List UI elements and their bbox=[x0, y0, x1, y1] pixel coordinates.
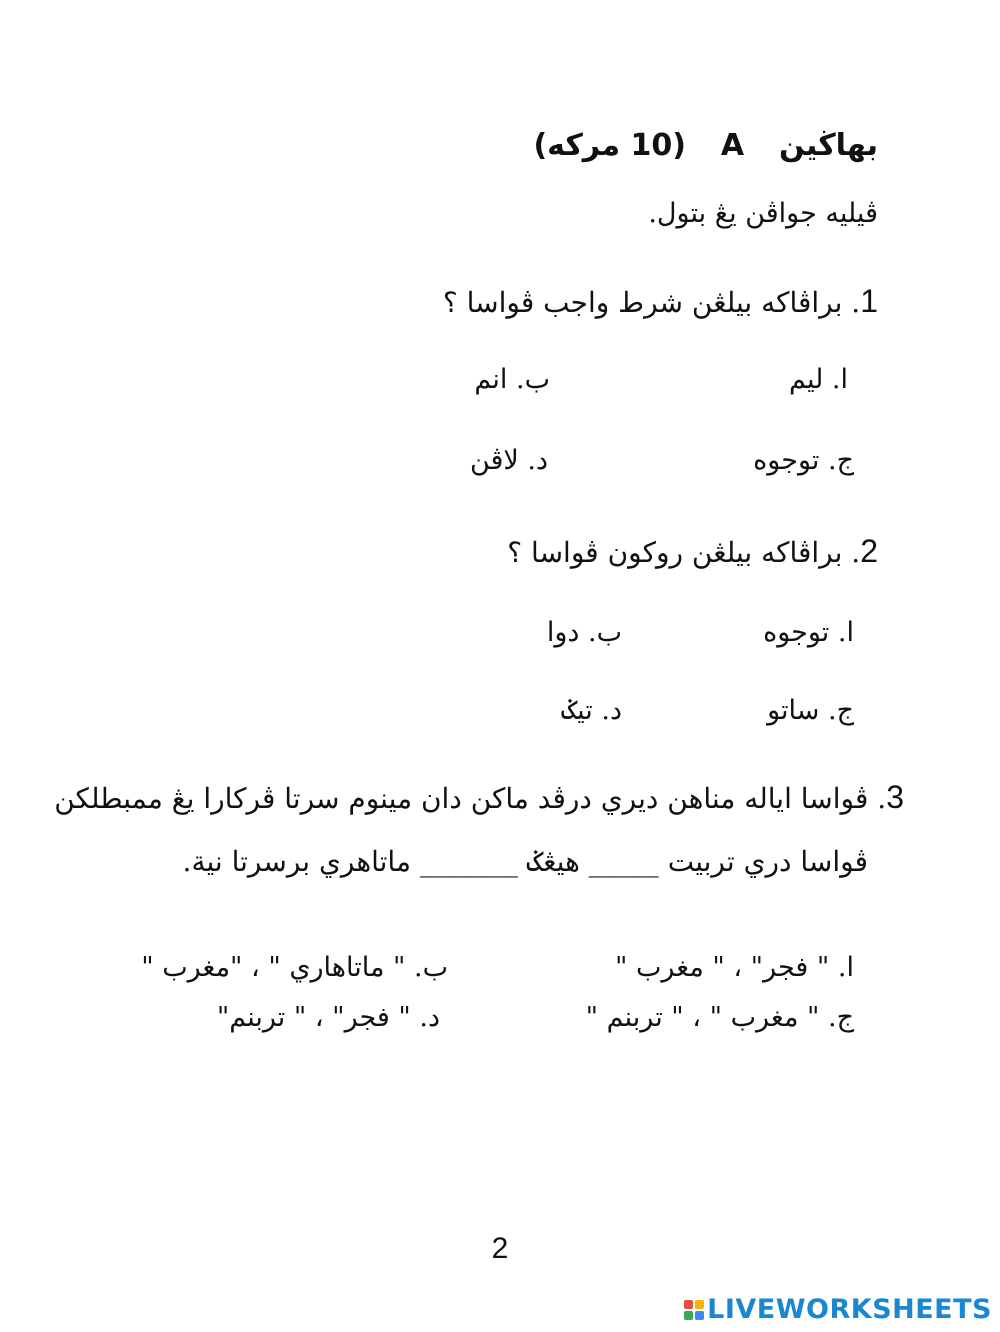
question-1 bbox=[443, 283, 878, 320]
option-c[interactable]: ج. ساتو bbox=[767, 695, 854, 726]
question-text-line-1: . ڤواسا اياله مناهن ديري درڤد ماکن دان مينوم سرتا ڤرکارا يڠ ممبطلکن bbox=[54, 782, 887, 815]
page-number: 2 bbox=[491, 1232, 509, 1265]
section-letter: A bbox=[720, 128, 745, 163]
watermark-text: LIVEWORKSHEETS bbox=[707, 1294, 992, 1325]
option-c[interactable]: ج. " مغرب " ، " تربنم " bbox=[585, 1002, 854, 1033]
option-d[interactable]: د. تيݢ bbox=[561, 695, 622, 726]
option-a[interactable]: ا. " فجر" ، " مغرب " bbox=[614, 952, 854, 983]
liveworksheets-watermark bbox=[684, 1294, 992, 1325]
question-number: 3 bbox=[886, 779, 904, 815]
option-a[interactable]: ا. توجوه bbox=[763, 617, 854, 648]
question-text-line-2: ڤواسا دري تربيت _____ هيڠݢ _______ ماتاهري برسرتا نية. bbox=[182, 845, 868, 878]
question-number: 1 bbox=[860, 283, 878, 319]
option-b[interactable]: ب. دوا bbox=[546, 617, 622, 648]
option-b[interactable]: ب. انم bbox=[474, 364, 550, 395]
question-number: 2 bbox=[860, 533, 878, 569]
option-d[interactable]: د. لاڤن bbox=[469, 445, 548, 476]
question-text: . براڤاکه بيلڠن شرط واجب ڤواسا ؟ bbox=[442, 286, 861, 319]
option-c[interactable]: ج. توجوه bbox=[753, 445, 854, 476]
section-marks: (10 مركه) bbox=[533, 128, 686, 163]
section-header bbox=[533, 128, 878, 163]
question-text: . براڤاکه بيلڠن روکون ڤواسا ؟ bbox=[507, 536, 861, 569]
question-2 bbox=[507, 533, 878, 570]
option-a[interactable]: ا. ليم bbox=[788, 364, 848, 395]
question-3 bbox=[54, 779, 904, 816]
section-label: بهاڬين bbox=[778, 128, 878, 163]
option-b[interactable]: ب. " ماتاهاري " ، "مغرب " bbox=[141, 952, 448, 983]
instruction-text: ڤيليه جواڤن يڠ بتول. bbox=[648, 198, 878, 229]
option-d[interactable]: د. " فجر" ، " تربنم" bbox=[216, 1002, 440, 1033]
liveworksheets-logo-icon bbox=[684, 1300, 704, 1320]
